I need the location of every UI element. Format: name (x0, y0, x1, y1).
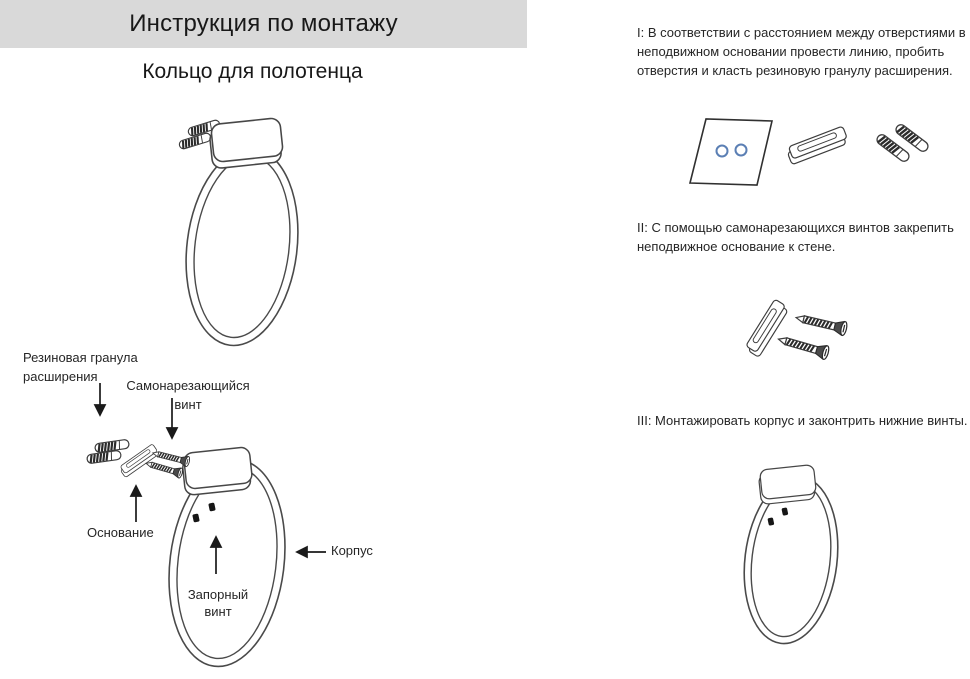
label-lock-screw: Запорный винт (187, 587, 249, 619)
step-2-illustration (744, 299, 848, 360)
screw-illustration (795, 311, 848, 336)
step-3-line-1: III: Монтажировать корпус и законтрить нижние винты. (637, 413, 968, 428)
assembled-towel-ring-illustration (175, 118, 308, 352)
label-selftap-screw: Самонарезающийся винт (126, 378, 250, 412)
drill-hole (736, 145, 747, 156)
step-2-line-2: неподвижное основание к стене. (637, 239, 836, 254)
step-3-illustration (735, 464, 847, 648)
screw-illustration (777, 332, 830, 360)
step-1-line-2: неподвижном основании провести линию, пробить (637, 44, 945, 59)
ring-mount-illustration (208, 118, 284, 169)
ring-mount-illustration (758, 464, 817, 504)
base-plate-illustration (786, 126, 849, 165)
ring-mount-illustration (181, 447, 253, 496)
step-1-illustration (690, 119, 930, 185)
wall-surface-illustration (690, 119, 772, 185)
label-body: Корпус (331, 543, 373, 558)
lock-screw-dot (767, 517, 774, 525)
step-1-line-1: I: В соответствии с расстоянием между отверстиями в (637, 25, 966, 40)
label-rubber-granule: Резиновая гранула расширения (23, 350, 138, 384)
step-1-line-3: отверстия и класть резиновую гранулу расширения. (637, 63, 953, 78)
base-plate-illustration (744, 299, 789, 357)
step-3-text (637, 411, 968, 430)
step-2-line-1: II: С помощью самонарезающихся винтов закрепить (637, 220, 954, 235)
step-1-text (637, 23, 966, 80)
lock-screw-dot (208, 502, 216, 511)
lock-screw-dot (781, 507, 788, 515)
page-title: Инструкция по монтажу (129, 10, 398, 37)
lock-screw-dot (192, 513, 200, 522)
product-subtitle: Кольцо для полотенца (142, 60, 363, 83)
wall-anchor-illustration (87, 450, 122, 464)
step-2-text (637, 218, 954, 256)
label-base: Основание (87, 525, 154, 540)
drill-hole (717, 146, 728, 157)
